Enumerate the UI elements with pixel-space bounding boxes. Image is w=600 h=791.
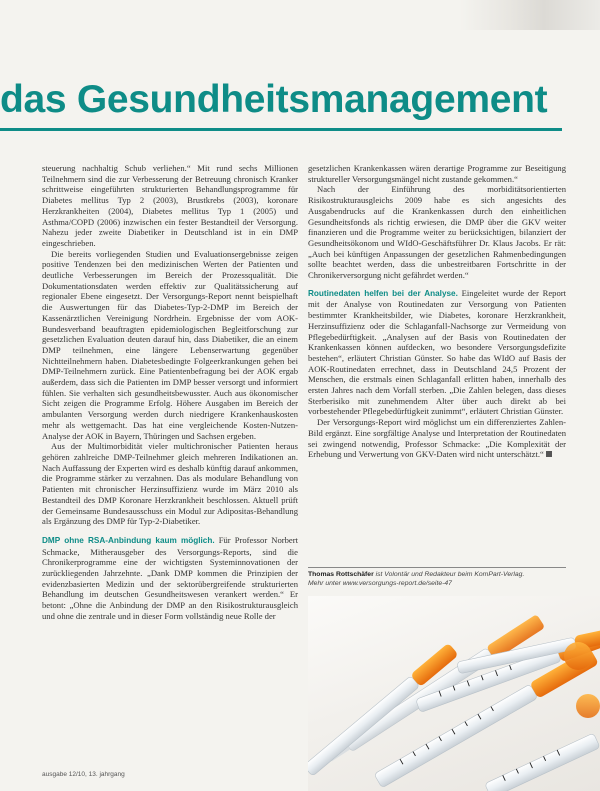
author-bio: ist Volontär und Redakteur beim KomPart-Verlag. — [375, 571, 525, 578]
right-subhead: Routinedaten helfen bei der Analyse. — [308, 288, 458, 298]
left-subhead-text: Für Professor Norbert Schmacke, Mitherausgeber des Versorgungs-Reports, sind die Chronikerprogramme eine der wichtigsten Systeminnovationen der zurückliegenden Jahrzehnte. „Dank DMP kommen die Prinzipien der evidenzbasierten Medizin und der sektorübergreifende strukturierten Behandlung im deutschen Gesundheitswesen verankert werden.“ Er betont: „Ohne die Anbindung der DMP an den Risikostrukturausgleich und ohne die zentrale und in dieser Form vollständig neue Rolle der — [42, 534, 298, 621]
author-box — [308, 571, 568, 588]
page-footer: ausgabe 12/10, 13. jahrgang — [42, 771, 125, 778]
syringe-illustration — [308, 596, 600, 791]
right-paragraph-4-text: Der Versorgungs-Report wird möglichst um ein differenziertes Zahlen-Bild ergänzt. Eine sorgfältige Analyse und Interpretation der Routinedaten sei zwingend notwendig, Professor Schmacke: „Die Komplexität der Erhebung und Verwertung von GKV-Daten wird nicht unterschätzt.“ — [308, 417, 566, 460]
headline-rule — [0, 128, 562, 131]
right-paragraph-3 — [308, 288, 566, 417]
left-paragraph-1: steuerung nachhaltig Schub verliehen.“ Mit rund sechs Millionen Teilnehmern sind die zur Verbesserung der Betreuung chronisch Kranker schrittweise eingeführten strukturierten Behandlungsprogramme für Diabetes mellitus Typ 2 (2003), Brustkrebs (2003), koronare Herzkrankheiten (2004), Diabetes mellitus Typ 1 (2005) und Asthma/COPD (2006) inzwischen ein fester Bestandteil der Versorgung. Nahezu jeder zweite Diabetiker in Deutschland ist in ein DMP eingeschrieben. — [42, 163, 298, 248]
author-name: Thomas Rottschäfer — [308, 571, 374, 578]
syringes-photo — [308, 596, 600, 791]
end-mark-icon — [546, 451, 552, 457]
right-subhead-text: Eingeleitet wurde der Report mit der Analyse von Routinedaten zur Versorgung von Patienten bestimmter Krankheitsbilder, wie Diabetes, koronare Herzkrankheit, Herzinsuffizienz oder die Schlaganfall-Nachsorge zur Vermeidung von Pflegebedürftigkeit. „Analysen auf der Basis von Routinedaten der Krankenkassen können aufdecken, wo besondere Versorgungsdefizite bestehen“, erläutert Christian Günster. So habe das WIdO auf Basis der AOK-Routinedaten errechnet, dass in Deutschland 24,5 Prozent der Menschen, die erstmals einen Schlaganfall erlitten haben, innerhalb des ersten Jahres nach dem Vorfall sterben. „Die Zahlen belegen, dass dieses Sterberisiko mit zunehmendem Alter über auch direkt ab bei vorbestehender Pflegebedürftigkeit zunimmt“, erläutert Christian Günster. — [308, 287, 566, 417]
left-subhead: DMP ohne RSA-Anbindung kaum möglich. — [42, 535, 215, 545]
right-paragraph-2: Nach der Einführung des morbiditätsorientierten Risikostrukturausgleichs 2009 habe es sich angesichts des Ausgabendrucks auf die Krankenkassen durch den einheitlichen Gesundheitsfonds als richtig erwiesen, die DMP über die GKV weiter finanzieren und die Programme weiter zu berücksichtigen, bilanziert der Gesundheitsökonom und WIdO-Geschäftsführer Dr. Klaus Jacobs. Er rät: „Auch bei künftigen Anpassungen der gesetzlichen Rahmenbedingungen sollte beachtet werden, dass die unbestreitbaren Fortschritte in der Chronikerversorgung nicht gefährdet werden.“ — [308, 184, 566, 281]
left-paragraph-2: Die bereits vorliegenden Studien und Evaluationsergebnisse zeigen positive Tendenzen bei den medizinischen Werten der Patienten und deutliche Verbesserungen im Bereich der Prozessqualität. Die Dokumentationsdaten werden effektiv zur Qualitätssicherung auf regionaler Ebene eingesetzt. Der Versorgungs-Report nennt beispielhaft die Auswertungen für das Diabetes-Typ-2-DMP im Bereich der Kassenärztlichen Vereinigung Nordrhein. Ergebnisse der vom AOK-Bundesverband beauftragten epidemiologischen Begleitforschung zur gesetzlichen Evaluation deuten darauf hin, dass Diabetiker, die an einem DMP teilnehmen, eine längere Lebenserwartung gegenüber Nichtteilnehmern haben. Diabetesbedingte Folgeerkrankungen gehen bei DMP-Teilnehmern zurück. Eine Patientenbefragung bei der AOK ergab außerdem, dass sich die Patienten im DMP besser versorgt und informiert fühlen. Sie verhalten sich gesundheitsbewusster. Auch aus ökonomischer Sicht zeigen die Programme Erfolg. Höhere Ausgaben im Bereich der ambulanten Versorgung werden durch niedrigere Krankenhauskosten mehr als wettgemacht. Das hat eine vergleichende Kosten-Nutzen-Analyse der AOK in Bayern, Thüringen und Sachsen ergeben. — [42, 248, 298, 441]
left-paragraph-4 — [42, 535, 298, 622]
left-column — [42, 163, 298, 622]
right-paragraph-1: gesetzlichen Krankenkassen wären derartige Programme zur Beseitigung struktureller Versorgungsmängel nicht zustande gekommen.“ — [308, 163, 566, 184]
left-paragraph-3: Aus der Multimorbidität vieler multichronischer Patienten heraus gehören zahlreiche DMP-Teilnehmer gleich mehreren Indikationen an. Nach Auffassung der Experten wird es deshalb künftig darauf ankommen, die Programme stärker zu verzahnen. Das als modulare Behandlung von Patienten mit chronischer Herzinsuffizienz wurde im März 2010 als Bestandteil des DMP Koronare Herzkrankheit beschlossen. Aktuell prüft der Gemeinsame Bundesausschuss ein Modul zur Adipositas-Behandlung als Ergänzung des DMP für Typ-2-Diabetiker. — [42, 441, 298, 527]
header-photo-fragment — [460, 0, 600, 30]
author-bio-2: Mehr unter www.versorgungs-report.de/seite-47 — [308, 579, 452, 587]
right-paragraph-4 — [308, 417, 566, 460]
author-rule — [308, 567, 566, 568]
right-column — [308, 163, 566, 460]
page-headline: das Gesundheitsmanagement — [0, 78, 548, 121]
